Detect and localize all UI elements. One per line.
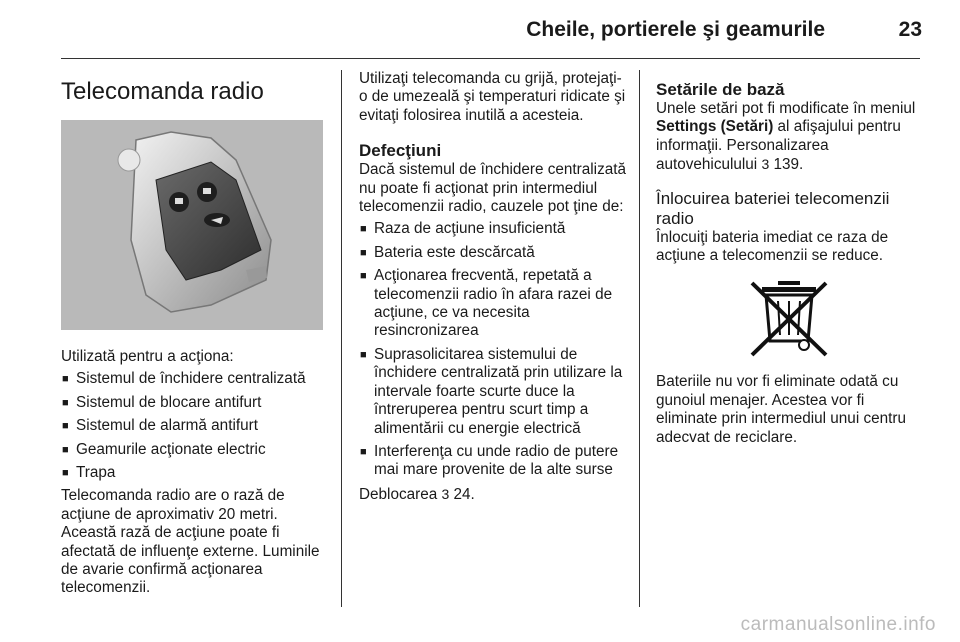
list-item: ■ Interferenţa cu unde radio de putere mai mare provenite de la alte surse xyxy=(359,443,627,480)
battery-paragraph: Înlocuiţi bateria imediat ce raza de acţiune a telecomenzii se reduce. xyxy=(656,228,889,265)
unlock-reference xyxy=(359,485,627,504)
list-item: ■ Sistemul de alarmă antifurt xyxy=(61,417,329,435)
settings-text-before: Unele setări pot fi modificate în meniul xyxy=(656,100,916,117)
settings-menu-name: Settings (Setări) xyxy=(656,118,774,136)
column-divider-1 xyxy=(341,70,342,607)
list-item: ■ Acţionarea frecventă, repetată a telecomenzii radio în afara razei de acţiune, ce va necesita resincronizarea xyxy=(359,267,627,341)
fault-list xyxy=(359,220,627,479)
page-number: 23 xyxy=(898,18,922,41)
function-list xyxy=(61,370,329,482)
list-item: ■ Raza de acţiune insuficientă xyxy=(359,220,627,238)
list-item: ■ Bateria este descărcată xyxy=(359,244,627,262)
range-paragraph: Telecomanda radio are o rază de acţiune de aproximativ 20 metri. Această rază de acţiune poate fi afectată de influenţe externe. Luminile de avarie confirmă acţionarea telecomenzii. xyxy=(61,487,320,597)
column-2 xyxy=(359,70,627,504)
header-rule xyxy=(61,58,920,59)
column-3 xyxy=(656,70,922,447)
section-heading-remote: Telecomanda radio xyxy=(61,78,264,105)
settings-text-after: al afişajului pentru informaţii. Personalizarea autovehiculului xyxy=(656,118,901,174)
car-key-remote-image xyxy=(61,120,323,330)
list-item: ■ Sistemul de închidere centralizată xyxy=(61,370,329,388)
section-heading-basic-settings: Setările de bază xyxy=(656,80,785,99)
remote-intro: Utilizată pentru a acţiona: xyxy=(61,348,234,365)
list-item: ■ Sistemul de blocare antifurt xyxy=(61,394,329,412)
section-heading-battery: Înlocuirea bateriei telecomenzii radio xyxy=(656,188,890,228)
unlock-text: Deblocarea xyxy=(359,485,438,503)
list-item: ■ Trapa xyxy=(61,464,329,482)
settings-page-ref[interactable]: 139. xyxy=(773,156,804,174)
settings-paragraph xyxy=(656,100,922,175)
crossed-out-bin-icon xyxy=(748,279,830,359)
faults-lead: Dacă sistemul de închidere centralizată nu poate fi acţionat prin intermediul telecomenzii radio, cauzele pot ţine de: xyxy=(359,161,626,216)
disposal-paragraph: Bateriile nu vor fi eliminate odată cu gunoiul menajer. Acestea vor fi eliminate prin intermediul unui centru adecvat de reciclare. xyxy=(656,373,906,446)
reference-arrow-icon: 3 xyxy=(761,156,770,173)
list-item: ■ Suprasolicitarea sistemului de închidere centralizată prin utilizare la intervale foarte scurte duce la întreruperea pentru scurt timp a alimentării cu energie electrică xyxy=(359,346,627,438)
header-title: Cheile, portierele şi geamurile xyxy=(526,18,825,41)
care-paragraph: Utilizaţi telecomanda cu grijă, protejaţi-o de umezeală şi temperaturi ridicate şi evitaţi folosirea inutilă a acesteia. xyxy=(359,70,626,124)
section-heading-faults: Defecţiuni xyxy=(359,141,442,161)
column-divider-2 xyxy=(639,70,640,607)
list-item: ■ Geamurile acţionate electric xyxy=(61,441,329,459)
watermark: carmanualsonline.info xyxy=(740,614,936,635)
unlock-page-ref[interactable]: 24. xyxy=(453,485,475,503)
column-1 xyxy=(61,70,329,598)
reference-arrow-icon: 3 xyxy=(441,485,450,502)
